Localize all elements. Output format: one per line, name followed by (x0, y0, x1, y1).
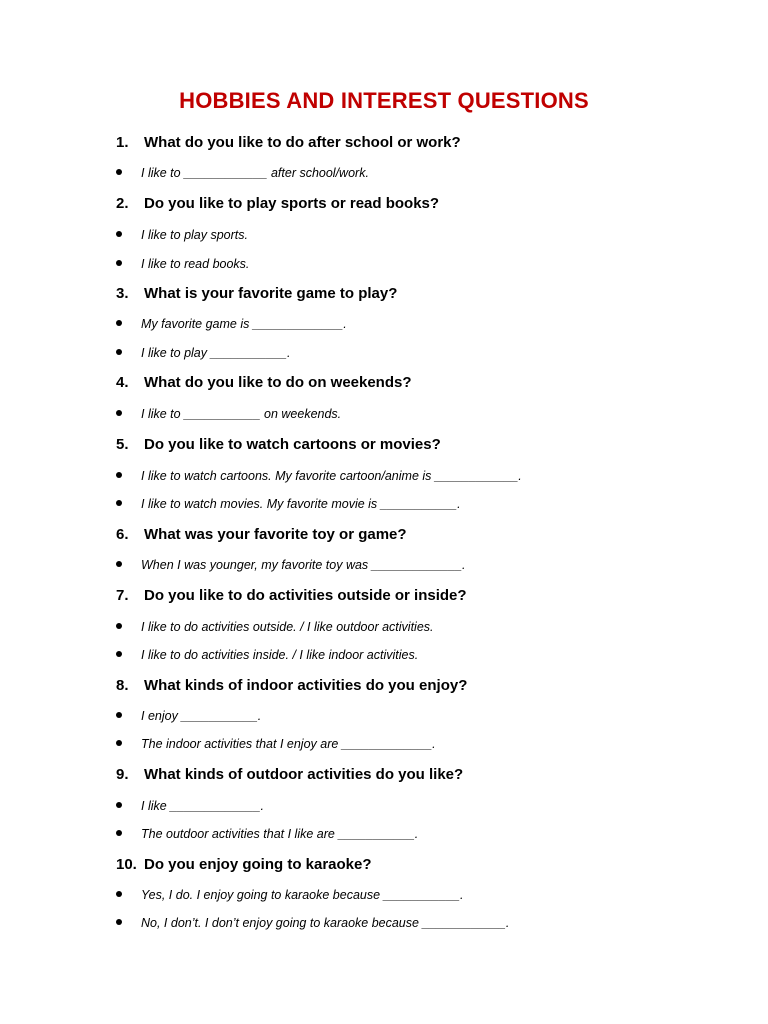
bullet-icon (116, 410, 122, 416)
answer-text: I like to play sports. (141, 228, 248, 242)
question-10 (116, 856, 372, 873)
answer-item (116, 827, 418, 841)
question-text: Do you enjoy going to karaoke? (144, 856, 372, 873)
bullet-icon (116, 891, 122, 897)
question-4 (116, 374, 412, 391)
bullet-icon (116, 472, 122, 478)
answer-item (116, 737, 436, 751)
answer-text: I like to ____________ after school/work. (141, 166, 369, 180)
bullet-icon (116, 169, 122, 175)
bullet-icon (116, 802, 122, 808)
answer-text: The outdoor activities that I like are ___________. (141, 827, 419, 841)
question-number: 3. (116, 285, 129, 302)
answer-item (116, 709, 261, 723)
answer-item (116, 648, 418, 662)
bullet-icon (116, 231, 122, 237)
answer-text: I enjoy ___________. (141, 709, 262, 723)
answer-item (116, 228, 248, 242)
question-7 (116, 587, 467, 604)
question-text: What do you like to do on weekends? (144, 374, 412, 391)
question-9 (116, 766, 463, 783)
bullet-icon (116, 500, 122, 506)
question-number: 10. (116, 856, 137, 873)
question-text: Do you like to do activities outside or inside? (144, 587, 467, 604)
answer-item (116, 166, 369, 180)
question-number: 5. (116, 436, 129, 453)
question-3 (116, 285, 397, 302)
question-5 (116, 436, 441, 453)
answer-text: I like to play ___________. (141, 346, 291, 360)
bullet-icon (116, 561, 122, 567)
page-title: HOBBIES AND INTEREST QUESTIONS (179, 88, 589, 113)
question-1 (116, 134, 461, 151)
bullet-icon (116, 623, 122, 629)
question-text: What is your favorite game to play? (144, 285, 398, 302)
bullet-icon (116, 830, 122, 836)
bullet-icon (116, 740, 122, 746)
question-8 (116, 677, 467, 694)
answer-item (116, 916, 509, 930)
bullet-icon (116, 651, 122, 657)
question-number: 1. (116, 134, 129, 151)
bullet-icon (116, 260, 122, 266)
question-number: 6. (116, 526, 129, 543)
answer-item (116, 469, 522, 483)
bullet-icon (116, 712, 122, 718)
question-text: Do you like to play sports or read books? (144, 195, 440, 212)
answer-item (116, 558, 466, 572)
question-number: 7. (116, 587, 129, 604)
bullet-icon (116, 320, 122, 326)
answer-text: No, I don’t. I don’t enjoy going to karaoke because ____________. (141, 916, 510, 930)
question-number: 9. (116, 766, 129, 783)
answer-item (116, 799, 264, 813)
answer-text: I like to watch movies. My favorite movie is ___________. (141, 497, 461, 511)
answer-text: I like _____________. (141, 799, 265, 813)
answer-item (116, 888, 463, 902)
answer-text: I like to ___________ on weekends. (141, 407, 342, 421)
answer-item (116, 257, 249, 271)
answer-text: The indoor activities that I enjoy are _____________. (141, 737, 436, 751)
bullet-icon (116, 349, 122, 355)
question-6 (116, 526, 407, 543)
question-2 (116, 195, 439, 212)
question-text: What kinds of outdoor activities do you like? (144, 766, 464, 783)
question-number: 8. (116, 677, 129, 694)
answer-text: I like to watch cartoons. My favorite cartoon/anime is ____________. (141, 469, 522, 483)
question-text: Do you like to watch cartoons or movies? (144, 436, 441, 453)
answer-text: I like to do activities outside. / I like outdoor activities. (141, 620, 434, 634)
answer-item (116, 346, 290, 360)
answer-text: My favorite game is _____________. (141, 317, 347, 331)
question-text: What was your favorite toy or game? (144, 526, 407, 543)
question-text: What do you like to do after school or work? (144, 134, 461, 151)
bullet-icon (116, 919, 122, 925)
answer-text: I like to do activities inside. / I like indoor activities. (141, 648, 419, 662)
answer-text: When I was younger, my favorite toy was _____________. (141, 558, 466, 572)
question-number: 4. (116, 374, 129, 391)
answer-item (116, 407, 341, 421)
question-number: 2. (116, 195, 129, 212)
answer-text: Yes, I do. I enjoy going to karaoke because ___________. (141, 888, 464, 902)
answer-item (116, 620, 434, 634)
answer-item (116, 497, 461, 511)
question-text: What kinds of indoor activities do you enjoy? (144, 677, 468, 694)
answer-item (116, 317, 347, 331)
answer-text: I like to read books. (141, 257, 250, 271)
